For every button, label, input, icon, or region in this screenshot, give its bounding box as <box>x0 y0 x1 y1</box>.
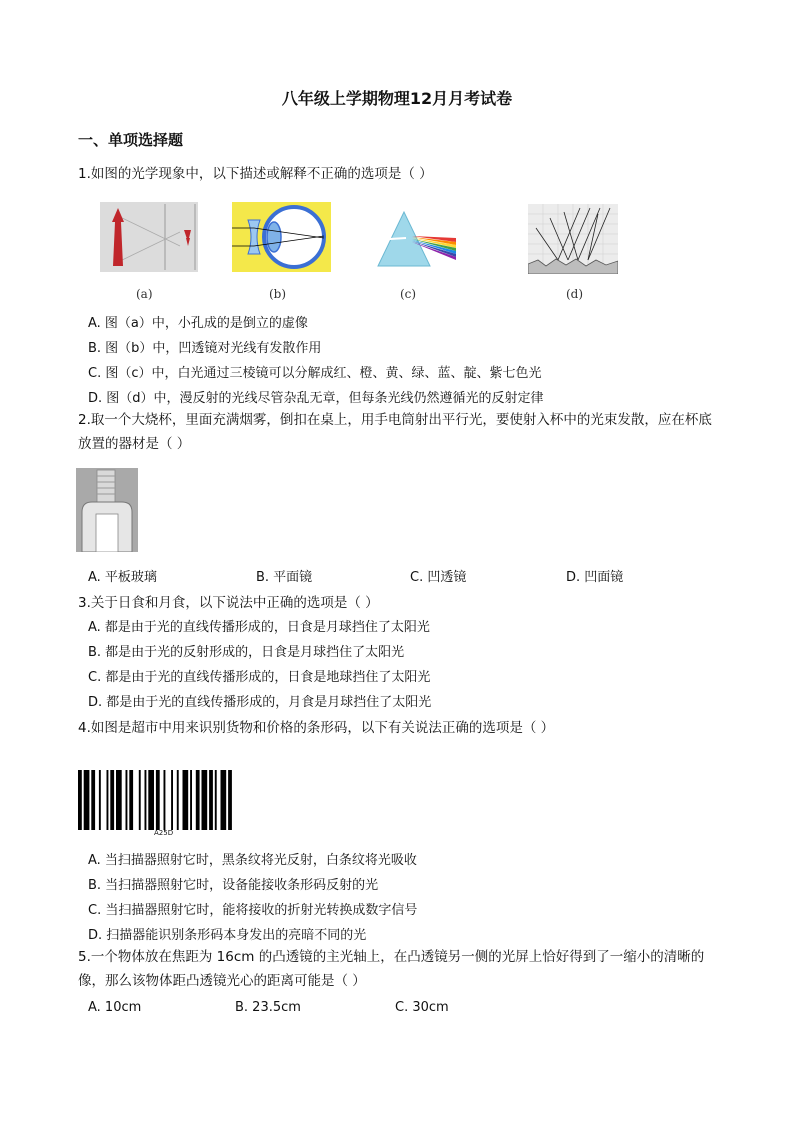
q2-option-d: D. 凹面镜 <box>566 570 624 585</box>
barcode-bar <box>183 770 189 830</box>
barcode-label: A25D <box>154 829 174 837</box>
barcode-bar <box>209 770 213 830</box>
barcode-bar <box>190 770 192 830</box>
figure-d-diffuse-reflection <box>528 204 618 274</box>
barcode-bar <box>139 770 141 830</box>
q4-option-d: D. 扫描器能识别条形码本身发出的亮暗不同的光 <box>88 928 367 943</box>
barcode-bar <box>215 770 217 830</box>
q3-option-b: B. 都是由于光的反射形成的，日食是月球挡住了太阳光 <box>88 645 405 660</box>
barcode-bar <box>99 770 101 830</box>
barcode-bar <box>145 770 147 830</box>
q4-option-b: B. 当扫描器照射它时，设备能接收条形码反射的光 <box>88 878 379 893</box>
q3-option-d: D. 都是由于光的直线传播形成的，月食是月球挡住了太阳光 <box>88 695 432 710</box>
question-1-stem: 1.如图的光学现象中，以下描述或解释不正确的选项是（ ） <box>78 166 433 182</box>
barcode-bar <box>156 770 160 830</box>
q1-option-a: A. 图（a）中，小孔成的是倒立的虚像 <box>88 316 308 331</box>
q2-flashlight-figure <box>76 468 138 552</box>
figure-d-caption: (d) <box>566 287 584 301</box>
page-title: 八年级上学期物理12月月考试卷 <box>281 89 513 108</box>
barcode-bar <box>171 770 173 830</box>
barcode-bar <box>116 770 122 830</box>
barcode-bar <box>177 770 179 830</box>
barcode-bar <box>164 770 166 830</box>
barcode-bar <box>107 770 109 830</box>
section-heading: 一、单项选择题 <box>78 131 184 149</box>
barcode-bar <box>84 770 90 830</box>
q4-option-a: A. 当扫描器照射它时，黑条纹将光反射，白条纹将光吸收 <box>88 853 417 868</box>
barcode-bar <box>126 770 128 830</box>
figure-c-prism <box>374 208 456 270</box>
barcode-bar <box>202 770 208 830</box>
q5-option-a: A. 10cm <box>88 1000 142 1015</box>
q5-option-c: C. 30cm <box>395 1000 449 1015</box>
q2-option-c: C. 凹透镜 <box>410 570 467 585</box>
barcode-bar <box>78 770 82 830</box>
q4-option-c: C. 当扫描器照射它时，能将接收的折射光转换成数字信号 <box>88 903 418 918</box>
q1-option-b: B. 图（b）中，凹透镜对光线有发散作用 <box>88 341 322 356</box>
barcode-bar <box>221 770 227 830</box>
barcode-bar <box>110 770 114 830</box>
figure-c-caption: (c) <box>400 287 417 301</box>
q2-option-b: B. 平面镜 <box>256 570 313 585</box>
q5-option-b: B. 23.5cm <box>235 1000 301 1015</box>
figure-a-caption: (a) <box>136 287 153 301</box>
q1-option-d: D. 图（d）中，漫反射的光线尽管杂乱无章，但每条光线仍然遵循光的反射定律 <box>88 391 544 406</box>
barcode-bar <box>91 770 95 830</box>
q3-option-a: A. 都是由于光的直线传播形成的，日食是月球挡住了太阳光 <box>88 620 430 635</box>
q1-option-c: C. 图（c）中，白光通过三棱镜可以分解成红、橙、黄、绿、蓝、靛、紫七色光 <box>88 366 542 381</box>
figure-a-pinhole <box>100 202 198 272</box>
question-3-stem: 3.关于日食和月食，以下说法中正确的选项是（ ） <box>78 595 379 611</box>
barcode-bar <box>148 770 154 830</box>
barcode-bar <box>196 770 200 830</box>
question-2-stem: 2.取一个大烧杯，里面充满烟雾，倒扣在桌上，用手电筒射出平行光，要使射入杯中的光束发散，应在杯底放置的器材是（ ） <box>78 412 712 452</box>
barcode-bar <box>228 770 232 830</box>
q3-option-c: C. 都是由于光的直线传播形成的，日食是地球挡住了太阳光 <box>88 670 431 685</box>
question-4-stem: 4.如图是超市中用来识别货物和价格的条形码，以下有关说法正确的选项是（ ） <box>78 720 555 736</box>
barcode-figure <box>78 770 252 832</box>
figure-b-eye <box>232 202 331 272</box>
figure-b-caption: (b) <box>269 287 287 301</box>
question-5-stem: 5.一个物体放在焦距为 16cm 的凸透镜的主光轴上，在凸透镜另一侧的光屏上恰好得到了一缩小的清晰的像，那么该物体距凸透镜光心的距离可能是（ ） <box>78 949 705 989</box>
q2-option-a: A. 平板玻璃 <box>88 570 157 585</box>
barcode-bar <box>129 770 133 830</box>
